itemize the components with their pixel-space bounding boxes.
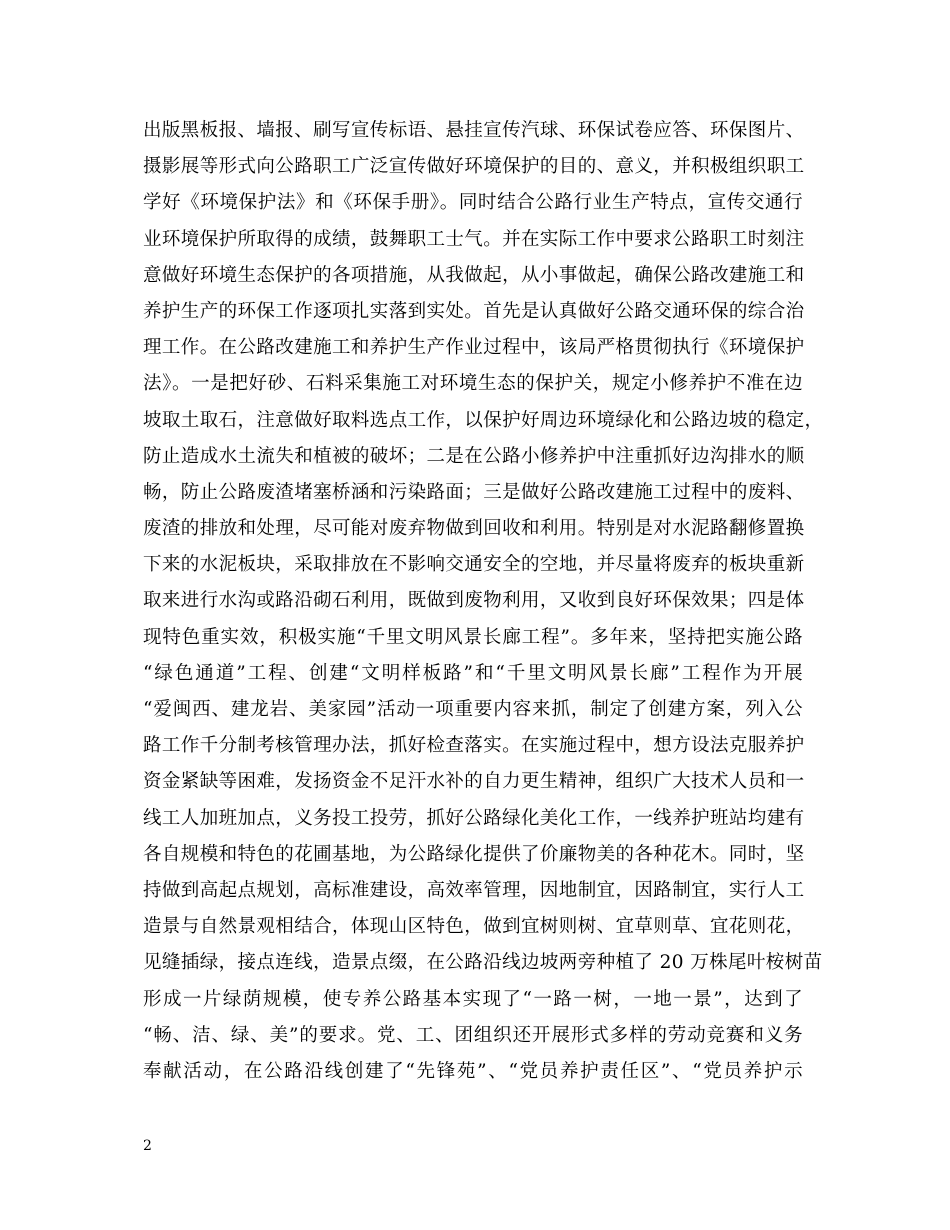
text-line: 养护生产的环保工作逐项扎实落到实处。首先是认真做好公路交通环保的综合治 bbox=[143, 300, 805, 322]
text-line: 持做到高起点规划，高标准建设，高效率管理，因地制宜，因路制宜，实行人工 bbox=[143, 879, 805, 901]
text-line: 见缝插绿，接点连线，造景点缀，在公路沿线边坡两旁种植了 20 万株尾叶桉树苗 bbox=[143, 952, 823, 974]
text-line: 摄影展等形式向公路职工广泛宣传做好环境保护的目的、意义，并积极组织职工 bbox=[143, 156, 805, 178]
text-line: 理工作。在公路改建施工和养护生产作业过程中，该局严格贯彻执行《环境保护 bbox=[143, 337, 805, 359]
text-line: 废渣的排放和处理，尽可能对废弃物做到回收和利用。特别是对水泥路翻修置换 bbox=[143, 518, 805, 540]
text-line: 业环境保护所取得的成绩，鼓舞职工士气。并在实际工作中要求公路职工时刻注 bbox=[143, 228, 805, 250]
text-line: 各自规模和特色的花圃基地，为公路绿化提供了价廉物美的各种花木。同时，坚 bbox=[143, 843, 805, 865]
text-line: 学好《环境保护法》和《环保手册》。同时结合公路行业生产特点，宣传交通行 bbox=[143, 192, 803, 214]
text-line: 畅，防止公路废渣堵塞桥涵和污染路面；三是做好公路改建施工过程中的废料、 bbox=[143, 481, 805, 503]
text-line: 造景与自然景观相结合，体现山区特色，做到宜树则树、宜草则草、宜花则花， bbox=[143, 916, 805, 938]
text-line: 防止造成水土流失和植被的破坏；二是在公路小修养护中注重抓好边沟排水的顺 bbox=[143, 445, 805, 467]
page-number: 2 bbox=[143, 1138, 152, 1154]
text-line: 意做好环境生态保护的各项措施，从我做起，从小事做起，确保公路改建施工和 bbox=[143, 264, 805, 286]
body-paragraph bbox=[143, 113, 824, 1090]
text-line: 下来的水泥板块，采取排放在不影响交通安全的空地，并尽量将废弃的板块重新 bbox=[143, 554, 805, 576]
text-line: 现特色重实效，积极实施“千里文明风景长廊工程”。多年来，坚持把实施公路 bbox=[143, 626, 803, 648]
text-line: 出版黑板报、墙报、刷写宣传标语、悬挂宣传汽球、环保试卷应答、环保图片、 bbox=[143, 120, 805, 141]
text-line: 路工作千分制考核管理办法，抓好检查落实。在实施过程中，想方设法克服养护 bbox=[143, 735, 805, 757]
text-line: 法》。一是把好砂、石料采集施工对环境生态的保护关，规定小修养护不准在边 bbox=[143, 373, 803, 395]
text-line: 奉献活动，在公路沿线创建了“先锋苑”、“党员养护责任区”、“党员养护示 bbox=[143, 1060, 803, 1082]
text-line: “绿色通道”工程、创建“文明样板路”和“千里文明风景长廊”工程作为开展 bbox=[143, 662, 803, 684]
text-line: 坡取土取石，注意做好取料选点工作，以保护好周边环境绿化和公路边坡的稳定， bbox=[143, 409, 824, 431]
text-line: 线工人加班加点，义务投工投劳，抓好公路绿化美化工作，一线养护班站均建有 bbox=[143, 807, 805, 829]
text-line: “爱闽西、建龙岩、美家园”活动一项重要内容来抓，制定了创建方案，列入公 bbox=[143, 699, 803, 720]
text-line: 取来进行水沟或路沿砌石利用，既做到废物利用，又收到良好环保效果；四是体 bbox=[143, 590, 805, 612]
text-line: 资金紧缺等困难，发扬资金不足汗水补的自力更生精神，组织广大技术人员和一 bbox=[143, 771, 805, 793]
text-line: “畅、洁、绿、美”的要求。党、工、团组织还开展形式多样的劳动竞赛和义务 bbox=[143, 1024, 803, 1046]
text-line: 形成一片绿荫规模，使专养公路基本实现了“一路一树，一地一景”，达到了 bbox=[143, 988, 803, 1010]
